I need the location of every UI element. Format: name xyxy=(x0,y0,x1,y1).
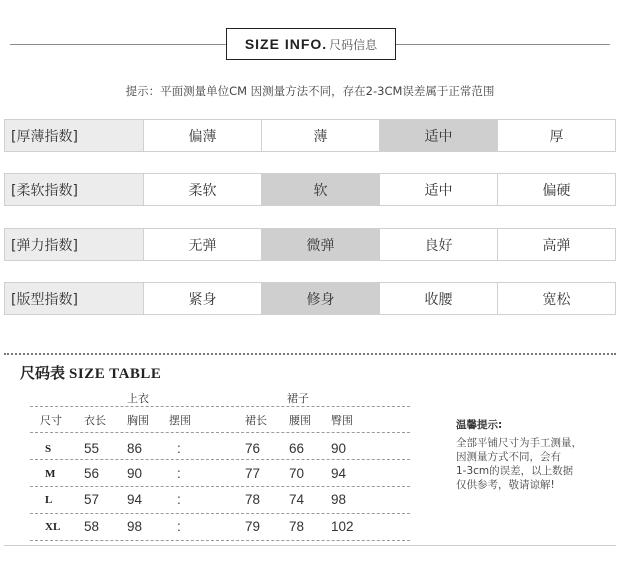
section-divider xyxy=(4,353,616,355)
warm-tip-line: 因测量方式不同，会有 xyxy=(456,451,561,463)
table-cell: : xyxy=(177,492,181,507)
measurement-hint: 提示：平面测量单位CM 因测量方法不同，存在2-3CM误差属于正常范围 xyxy=(125,84,495,98)
index-option: 紧身 xyxy=(143,282,262,315)
table-rule xyxy=(30,513,410,514)
index-option: 良好 xyxy=(379,228,498,261)
size-info-title-box xyxy=(226,28,396,60)
index-row xyxy=(4,119,616,152)
index-option: 高弹 xyxy=(497,228,616,261)
table-cell: 56 xyxy=(84,466,100,481)
warm-tip-line: 仅供参考，敬请谅解! xyxy=(456,479,555,491)
index-label: [柔软指数] xyxy=(4,173,144,206)
size-table-title-en: SIZE TABLE xyxy=(69,366,162,382)
table-header: 臀围 xyxy=(331,414,353,427)
table-cell: : xyxy=(177,519,181,534)
table-header: 腰围 xyxy=(289,414,311,427)
index-option-selected: 微弹 xyxy=(261,228,380,261)
table-cell: 70 xyxy=(289,466,305,481)
table-cell: 90 xyxy=(127,466,143,481)
index-option: 收腰 xyxy=(379,282,498,315)
index-row xyxy=(4,173,616,206)
size-info-title: SIZE INFO. xyxy=(244,36,328,52)
warm-tip-line: 全部平铺尺寸为手工测量， xyxy=(456,437,582,449)
index-row xyxy=(4,228,616,261)
table-cell: 79 xyxy=(245,519,261,534)
group-label-top: 上衣 xyxy=(127,392,149,405)
table-cell: 77 xyxy=(245,466,261,481)
table-cell: : xyxy=(177,466,181,481)
table-header: 裙长 xyxy=(245,414,267,427)
table-cell: 58 xyxy=(84,519,100,534)
size-label: S xyxy=(45,443,52,455)
table-cell: 55 xyxy=(84,441,100,456)
table-cell: 94 xyxy=(331,466,347,481)
size-table-title-cn: 尺码表 xyxy=(20,364,66,382)
index-option-selected: 修身 xyxy=(261,282,380,315)
size-info-subtitle: 尺码信息 xyxy=(329,37,378,52)
table-rule xyxy=(30,540,410,541)
table-cell: 78 xyxy=(245,492,261,507)
warm-tip xyxy=(456,418,606,492)
index-option: 适中 xyxy=(379,173,498,206)
warm-tip-title: 温馨提示: xyxy=(456,419,503,431)
index-option: 厚 xyxy=(497,119,616,152)
warm-tip-line: 1-3cm的误差，以上数据 xyxy=(456,465,574,477)
table-cell: 76 xyxy=(245,441,261,456)
size-label: XL xyxy=(45,521,61,533)
table-header: 衣长 xyxy=(84,414,106,427)
header-line-right xyxy=(396,44,610,45)
table-rule xyxy=(30,459,410,460)
index-option: 偏硬 xyxy=(497,173,616,206)
size-label: L xyxy=(45,494,53,506)
table-rule xyxy=(30,486,410,487)
index-option: 偏薄 xyxy=(143,119,262,152)
table-cell: 98 xyxy=(331,492,347,507)
table-cell: 66 xyxy=(289,441,305,456)
size-table-title xyxy=(20,362,161,383)
index-label: [厚薄指数] xyxy=(4,119,144,152)
table-cell: 74 xyxy=(289,492,305,507)
table-rule xyxy=(30,432,410,433)
table-cell: 90 xyxy=(331,441,347,456)
index-label: [弹力指数] xyxy=(4,228,144,261)
group-label-skirt: 裙子 xyxy=(287,392,309,405)
table-cell: 98 xyxy=(127,519,143,534)
table-cell: 102 xyxy=(331,519,354,534)
table-header: 尺寸 xyxy=(40,414,62,427)
index-option: 薄 xyxy=(261,119,380,152)
index-option: 宽松 xyxy=(497,282,616,315)
index-option: 柔软 xyxy=(143,173,262,206)
table-cell: 94 xyxy=(127,492,143,507)
index-option-selected: 适中 xyxy=(379,119,498,152)
header-line-left xyxy=(10,44,226,45)
bottom-divider xyxy=(4,545,616,546)
table-cell: 78 xyxy=(289,519,305,534)
size-label: M xyxy=(45,468,56,480)
table-header: 摆围 xyxy=(169,414,191,427)
table-rule xyxy=(30,406,410,407)
index-option-selected: 软 xyxy=(261,173,380,206)
table-cell: : xyxy=(177,441,181,456)
table-header: 胸围 xyxy=(127,414,149,427)
table-cell: 86 xyxy=(127,441,143,456)
index-option: 无弹 xyxy=(143,228,262,261)
index-row xyxy=(4,282,616,315)
index-label: [版型指数] xyxy=(4,282,144,315)
table-cell: 57 xyxy=(84,492,100,507)
